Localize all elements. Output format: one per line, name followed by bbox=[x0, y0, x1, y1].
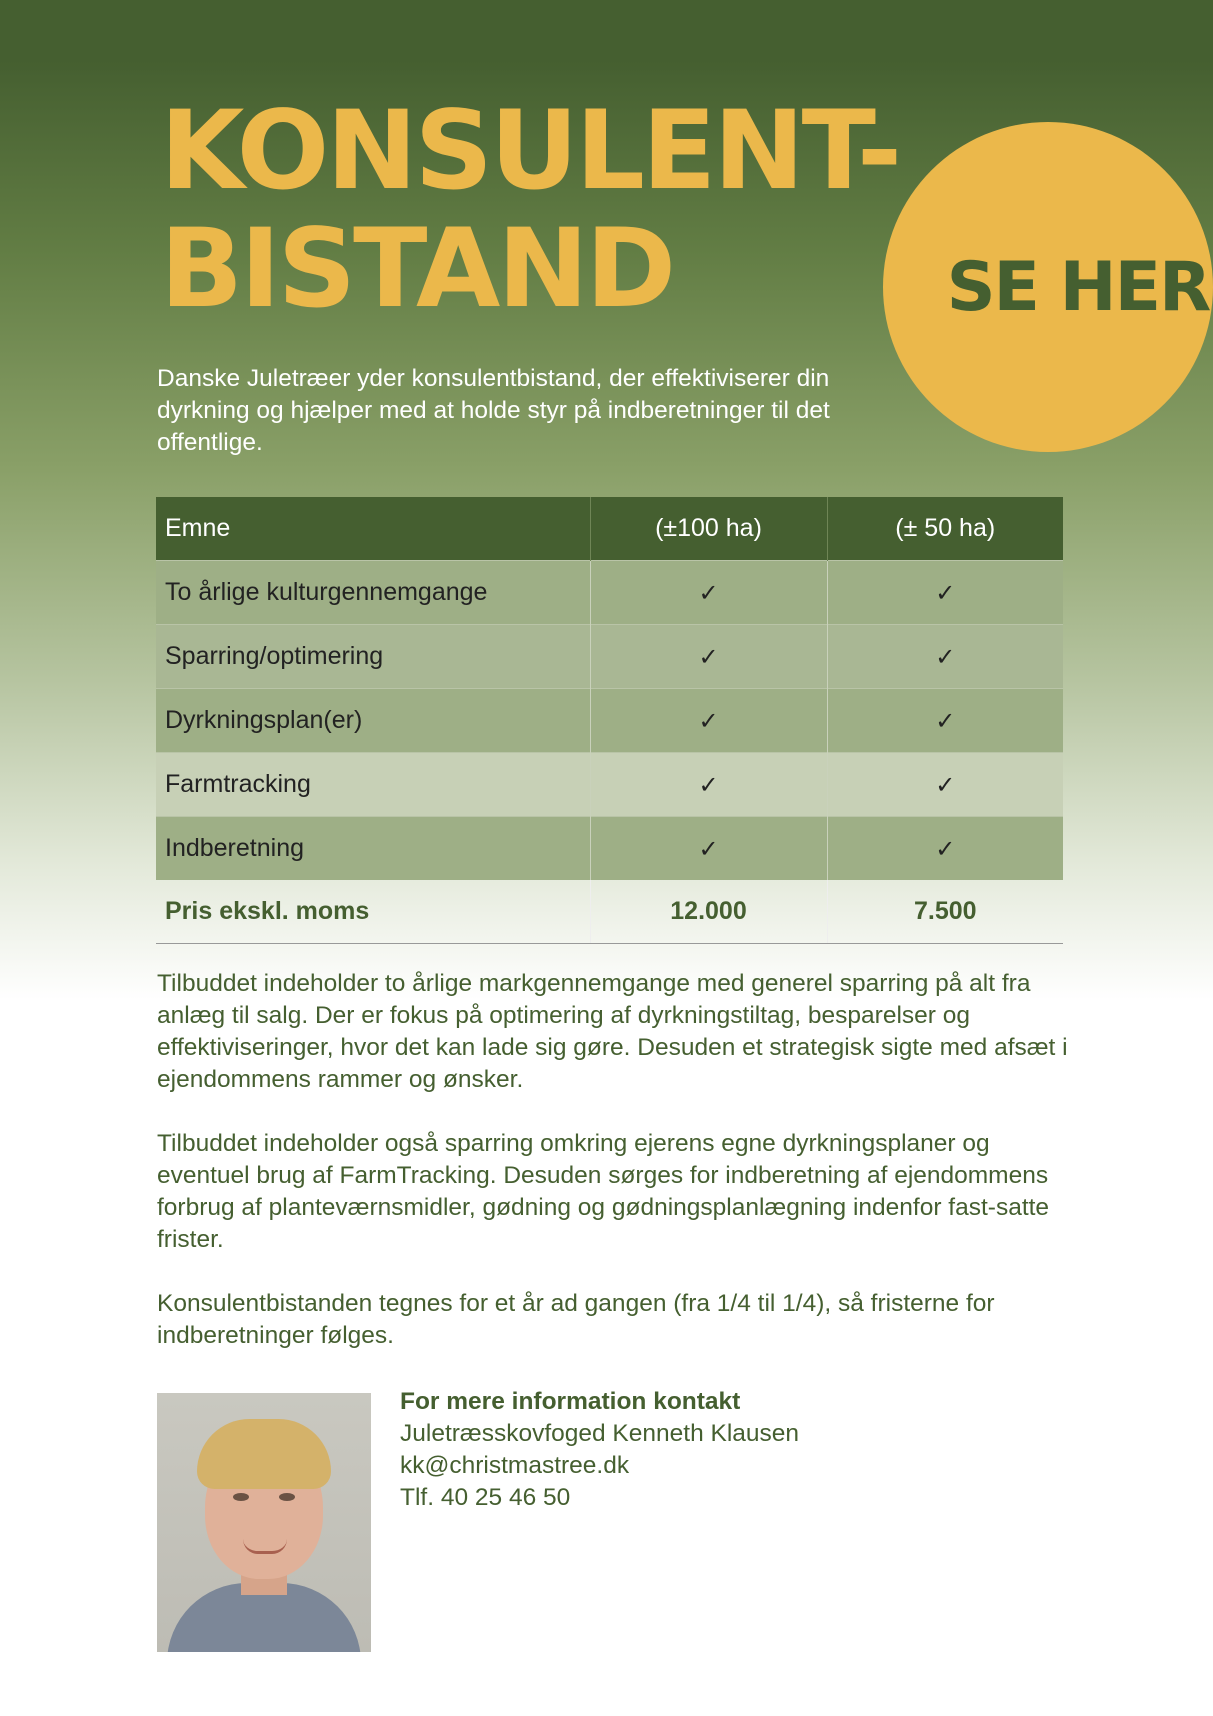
header-50ha: (± 50 ha) bbox=[827, 497, 1063, 561]
check-icon: ✓ bbox=[590, 817, 827, 881]
price-row bbox=[156, 880, 1063, 944]
price-label: Pris ekskl. moms bbox=[156, 880, 590, 944]
header-emne: Emne bbox=[156, 497, 590, 561]
contact-phone[interactable]: Tlf. 40 25 46 50 bbox=[400, 1484, 571, 1511]
table-header-row bbox=[156, 497, 1063, 561]
se-her-badge[interactable] bbox=[883, 122, 1213, 452]
title-line-2: BISTAND bbox=[160, 205, 674, 332]
paragraph-1: Tilbuddet indeholder to årlige markgennemgange med generel sparring på alt fra anlæg til salg. Der er fokus på optimering af dyrkningstiltag, besparelser og effektiviseringer, hvor det kan lade sig gøre. Desuden et strategisk sigte med afsæt i ejendommens rammer og ønsker. bbox=[157, 970, 1068, 1093]
photo-hair bbox=[197, 1419, 331, 1489]
table-row bbox=[156, 817, 1063, 881]
contact-name: Juletræsskovfoged Kenneth Klausen bbox=[400, 1420, 800, 1447]
row-label: Sparring/optimering bbox=[156, 625, 590, 689]
check-icon: ✓ bbox=[590, 689, 827, 753]
header-100ha: (±100 ha) bbox=[590, 497, 827, 561]
check-icon: ✓ bbox=[827, 817, 1063, 881]
paragraph-3: Konsulentbistanden tegnes for et år ad gangen (fra 1/4 til 1/4), så fristerne for indberetninger følges. bbox=[157, 1290, 995, 1349]
page-title bbox=[160, 87, 900, 332]
title-line-1: KONSULENT- bbox=[160, 87, 900, 214]
contact-email[interactable]: kk@christmastree.dk bbox=[400, 1452, 630, 1479]
se-her-label: SE HER bbox=[946, 247, 1210, 327]
table-row bbox=[156, 625, 1063, 689]
check-icon: ✓ bbox=[590, 625, 827, 689]
row-label: Farmtracking bbox=[156, 753, 590, 817]
table-row bbox=[156, 753, 1063, 817]
offer-table bbox=[156, 497, 1063, 944]
check-icon: ✓ bbox=[827, 689, 1063, 753]
photo-eye-left bbox=[233, 1493, 249, 1501]
check-icon: ✓ bbox=[827, 753, 1063, 817]
row-label: To årlige kulturgennemgange bbox=[156, 561, 590, 625]
price-100ha: 12.000 bbox=[590, 880, 827, 944]
description bbox=[157, 968, 1087, 1384]
table-row bbox=[156, 561, 1063, 625]
photo-eye-right bbox=[279, 1493, 295, 1501]
row-label: Indberetning bbox=[156, 817, 590, 881]
check-icon: ✓ bbox=[827, 561, 1063, 625]
intro-text: Danske Juletræer yder konsulentbistand, der effektiviserer din dyrkning og hjælper med at holde styr på indberetninger til det offentlige. bbox=[157, 365, 830, 456]
price-50ha: 7.500 bbox=[827, 880, 1063, 944]
paragraph-2: Tilbuddet indeholder også sparring omkring ejerens egne dyrkningsplaner og eventuel brug af FarmTracking. Desuden sørges for indberetning af ejendommens forbrug af planteværnsmidler, gødning og gødningsplanlægning indenfor fast-satte frister. bbox=[157, 1130, 1050, 1253]
contact-heading: For mere information kontakt bbox=[400, 1388, 741, 1415]
contact-block bbox=[400, 1386, 799, 1514]
table-row bbox=[156, 689, 1063, 753]
contact-photo bbox=[157, 1393, 371, 1652]
check-icon: ✓ bbox=[590, 561, 827, 625]
check-icon: ✓ bbox=[590, 753, 827, 817]
check-icon: ✓ bbox=[827, 625, 1063, 689]
row-label: Dyrkningsplan(er) bbox=[156, 689, 590, 753]
